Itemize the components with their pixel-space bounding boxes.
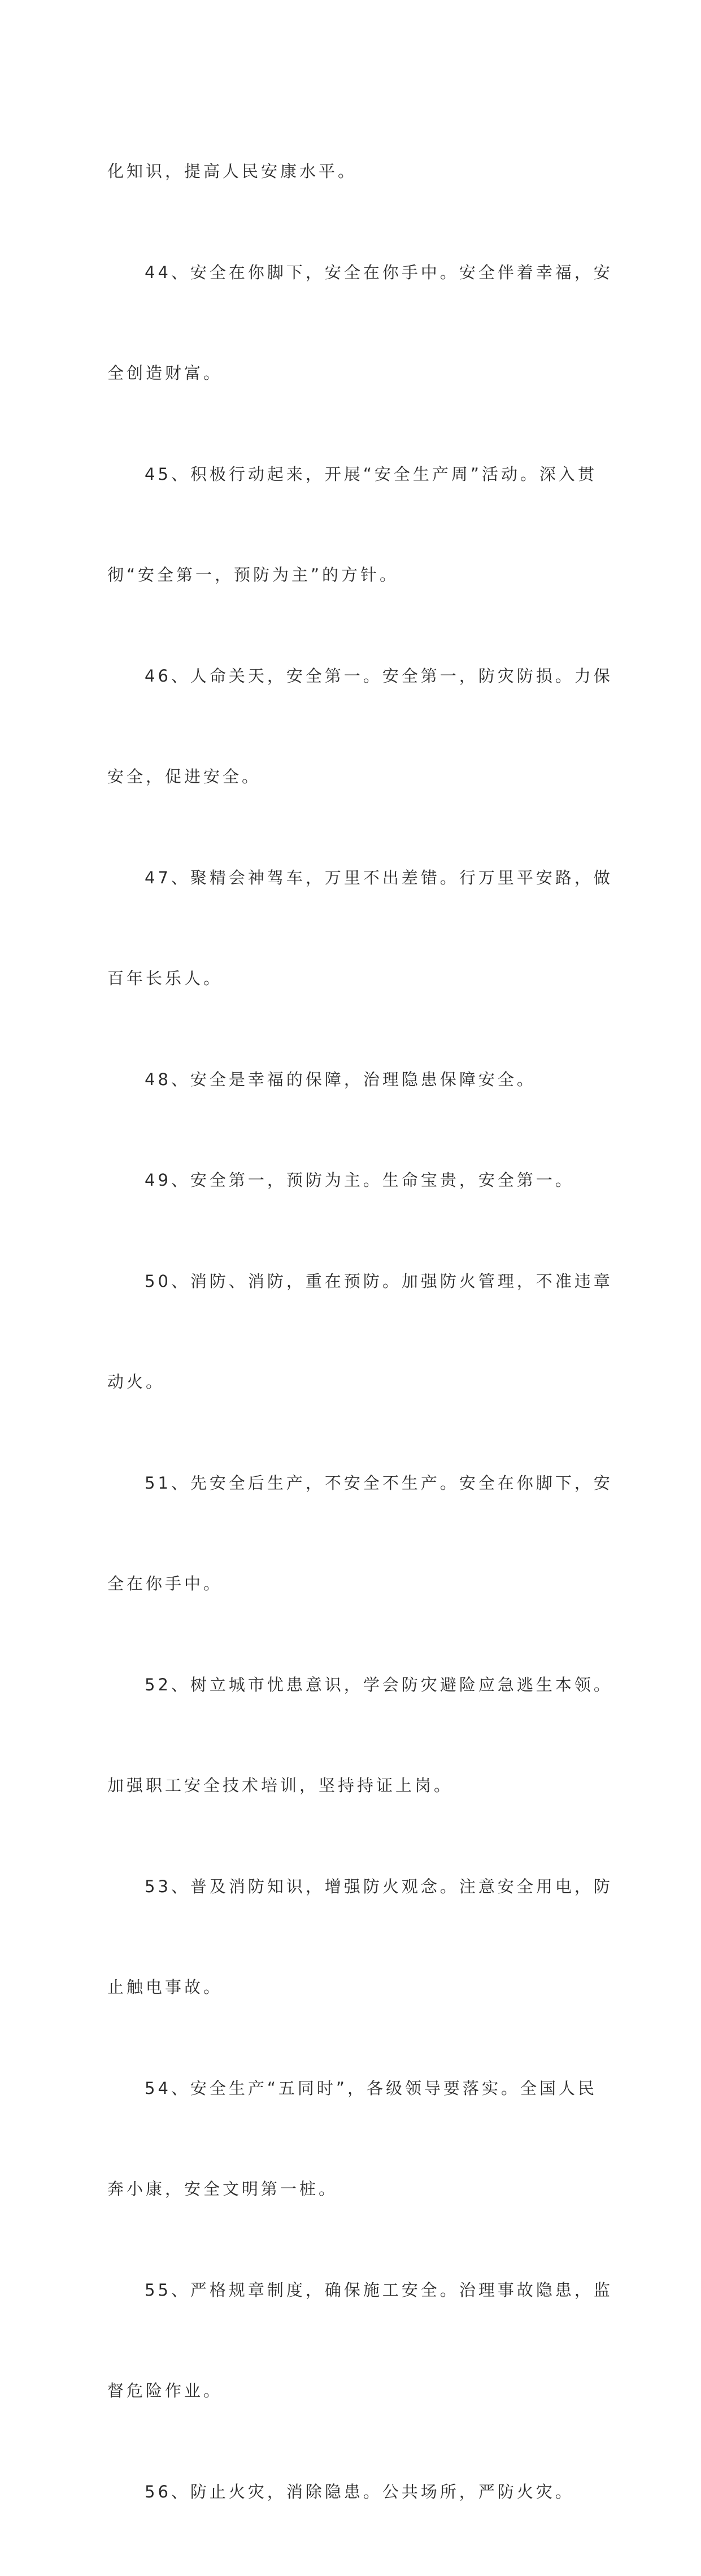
- text-line: 47、聚精会神驾车，万里不出差错。行万里平安路，做: [145, 868, 613, 887]
- text-line: 动火。: [107, 1372, 166, 1391]
- text-line: 全在你手中。: [107, 1574, 223, 1593]
- text-line: 56、防止火灾，消除隐患。公共场所，严防火灾。: [145, 2482, 574, 2501]
- text-line: 止触电事故。: [107, 1977, 223, 1997]
- text-line: 督危险作业。: [107, 2381, 223, 2400]
- text-line: 48、安全是幸福的保障，治理隐患保障安全。: [145, 1069, 536, 1089]
- text-line: 45、积极行动起来，开展“安全生产周”活动。深入贯: [145, 464, 597, 484]
- text-line: 50、消防、消防，重在预防。加强防火管理，不准违章: [145, 1271, 613, 1291]
- text-line: 百年长乐人。: [107, 969, 223, 988]
- text-line: 53、普及消防知识，增强防火观念。注意安全用电，防: [145, 1876, 613, 1896]
- text-line: 加强职工安全技术培训，坚持持证上岗。: [107, 1776, 454, 1795]
- body-text: [107, 88, 613, 2576]
- text-line: 安全，促进安全。: [107, 767, 262, 786]
- text-line: 54、安全生产“五同时”，各级领导要落实。全国人民: [145, 2078, 597, 2098]
- text-line: 全创造财富。: [107, 363, 223, 383]
- text-line: 化知识，提高人民安康水平。: [107, 162, 358, 181]
- text-line: 52、树立城市忧患意识，学会防灾避险应急逃生本领。: [145, 1675, 613, 1694]
- text-line: 46、人命关天，安全第一。安全第一，防灾防损。力保: [145, 666, 613, 686]
- text-line: 44、安全在你脚下，安全在你手中。安全伴着幸福，安: [145, 262, 613, 282]
- text-line: 55、严格规章制度，确保施工安全。治理事故隐患，监: [145, 2280, 613, 2300]
- text-line: 51、先安全后生产，不安全不生产。安全在你脚下，安: [145, 1473, 613, 1493]
- text-line: 彻“安全第一，预防为主”的方针。: [107, 565, 399, 584]
- text-line: 奔小康，安全文明第一桩。: [107, 2179, 338, 2198]
- text-line: 49、安全第一，预防为主。生命宝贵，安全第一。: [145, 1170, 574, 1190]
